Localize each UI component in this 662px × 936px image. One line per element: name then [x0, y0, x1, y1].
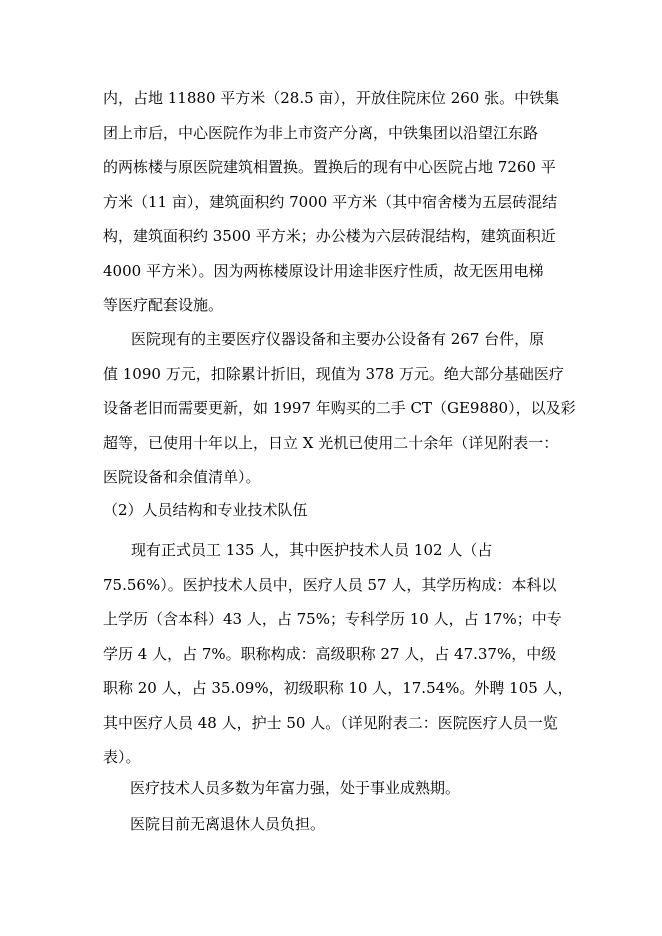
- text-line: 现有正式员工 135 人，其中医护技术人员 102 人（占: [131, 541, 493, 559]
- paragraph-retirees: [103, 807, 563, 842]
- paragraph-land-area: [103, 81, 563, 323]
- text-line: 超等，已使用十年以上，日立 X 光机已使用二十余年（详见附表一：: [103, 433, 559, 452]
- text-line: 医疗技术人员多数为年富力强，处于事业成熟期。: [130, 779, 461, 797]
- section-heading: [103, 493, 563, 528]
- text-line: 团上市后，中心医院作为非上市资产分离，中铁集团以沿望江东路: [103, 123, 539, 142]
- text-line: 医院目前无离退休人员负担。: [130, 815, 326, 833]
- text-line: 等医疗配套设施。: [103, 296, 224, 314]
- text-line: 职称 20 人，占 35.09%，初级职称 10 人，17.54%。外聘 105 人，: [103, 679, 573, 697]
- heading-text: （2）人员结构和专业技术队伍: [103, 501, 308, 519]
- text-line: 学历 4 人，占 7%。职称构成：高级职称 27 人，占 47.37%，中级: [103, 644, 557, 663]
- text-line: 表）。: [103, 748, 141, 766]
- text-line: 其中医疗人员 48 人，护士 50 人。（详见附表二：医院医疗人员一览: [103, 713, 558, 732]
- paragraph-equipment: [103, 322, 576, 495]
- text-line: 75.56%）。医护技术人员中，医疗人员 57 人，其学历构成：本科以: [103, 575, 557, 594]
- text-line: 内，占地 11880 平方米（28.5 亩），开放住院床位 260 张。中铁集: [103, 89, 560, 107]
- text-line: 医院现有的主要医疗仪器设备和主要办公设备有 267 台件，原: [131, 330, 545, 348]
- paragraph-staff: [103, 533, 573, 775]
- text-line: 4000 平方米）。因为两栋楼原设计用途非医疗性质，故无医用电梯: [103, 261, 544, 280]
- text-line: 医院设备和余值清单）。: [103, 468, 261, 486]
- text-line: 值 1090 万元，扣除累计折旧，现值为 378 万元。绝大部分基础医疗: [103, 364, 564, 383]
- text-line: 的两栋楼与原医院建筑相置换。置换后的现有中心医院占地 7260 平: [103, 158, 556, 176]
- paragraph-staff-age: [103, 771, 563, 806]
- text-line: 上学历（含本科）43 人，占 75%；专科学历 10 人，占 17%；中专: [103, 610, 562, 628]
- text-line: 构，建筑面积约 3500 平方米；办公楼为六层砖混结构，建筑面积近: [103, 227, 556, 245]
- text-line: 设备老旧而需要更新，如 1997 年购买的二手 CT（GE9880），以及彩: [103, 399, 576, 417]
- text-line: 方米（11 亩），建筑面积约 7000 平方米（其中宿舍楼为五层砖混结: [103, 192, 558, 211]
